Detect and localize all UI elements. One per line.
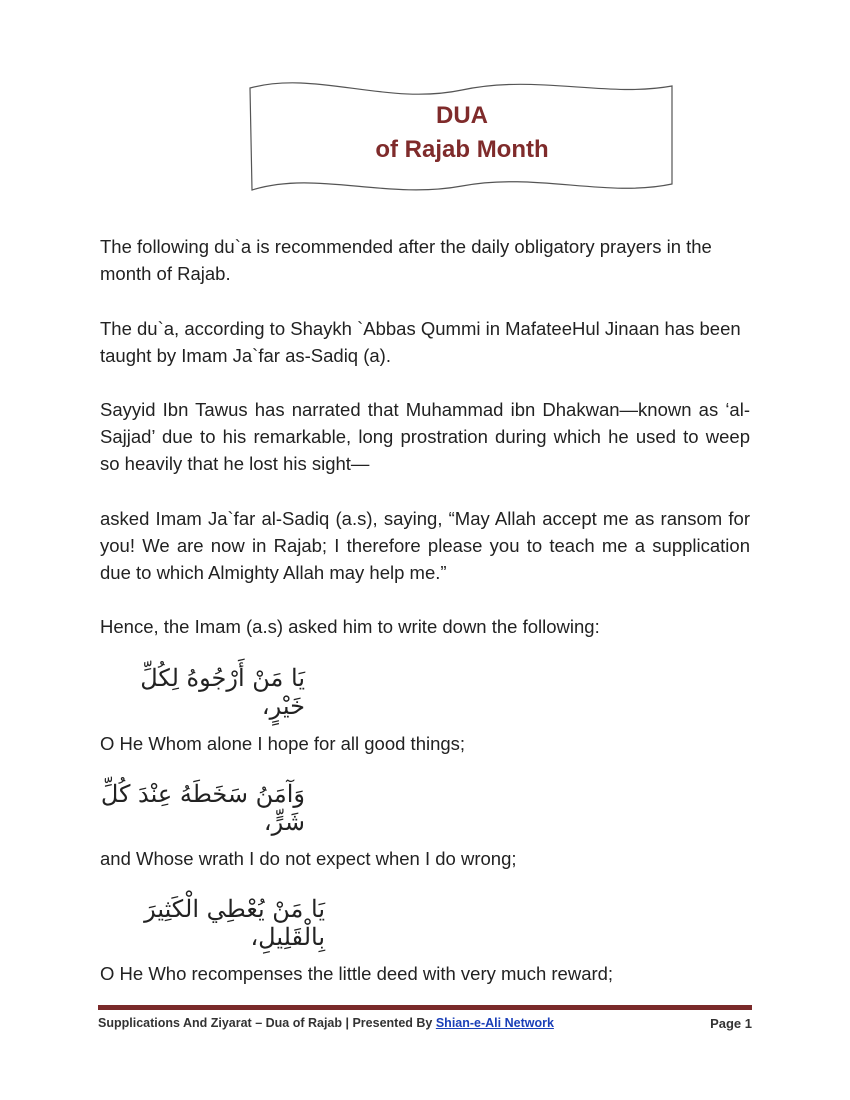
footer-text: Supplications And Ziyarat – Dua of Rajab | Presented By	[98, 1016, 436, 1030]
paragraph-request: asked Imam Ja`far al-Sadiq (a.s), saying, “May Allah accept me as ransom for you! We are now in Rajab; I therefore please you to teach me a supplication due to which Almighty Allah may help me.”	[100, 508, 750, 583]
page-number: Page 1	[710, 1016, 752, 1031]
verse-arabic-2: وَآمَنُ سَخَطَهُ عِنْدَ كُلِّ شَرٍّ،	[100, 780, 305, 836]
verse-english-1: O He Whom alone I hope for all good things;	[100, 733, 466, 754]
paragraph-instruction: Hence, the Imam (a.s) asked him to write down the following:	[100, 616, 600, 637]
paragraph-source: The du`a, according to Shaykh `Abbas Qummi in MafateeHul Jinaan has been taught by Imam Ja`far as-Sadiq (a).	[100, 318, 741, 366]
page-footer	[98, 1016, 752, 1030]
footer-divider	[98, 1005, 752, 1010]
banner-title-line1: DUA	[436, 102, 488, 129]
verse-arabic-3: يَا مَنْ يُعْطِي الْكَثِيرَ بِالْقَلِيلِ،	[144, 895, 325, 951]
verse-english-2: and Whose wrath I do not expect when I do wrong;	[100, 848, 517, 869]
paragraph-intro: The following du`a is recommended after the daily obligatory prayers in the month of Rajab.	[100, 236, 712, 284]
paragraph-narration: Sayyid Ibn Tawus has narrated that Muhammad ibn Dhakwan—known as ‘al-Sajjad’ due to his remarkable, long prostration during which he used to weep so heavily that he lost his sight—	[100, 399, 750, 474]
verse-arabic-1: يَا مَنْ أَرْجُوهُ لِكُلِّ خَيْرٍ،	[140, 664, 305, 720]
footer-network-link[interactable]: Shian-e-Ali Network	[435, 1016, 554, 1030]
banner-title-line2: of Rajab Month	[375, 136, 549, 163]
verse-english-3: O He Who recompenses the little deed with very much reward;	[100, 963, 614, 984]
